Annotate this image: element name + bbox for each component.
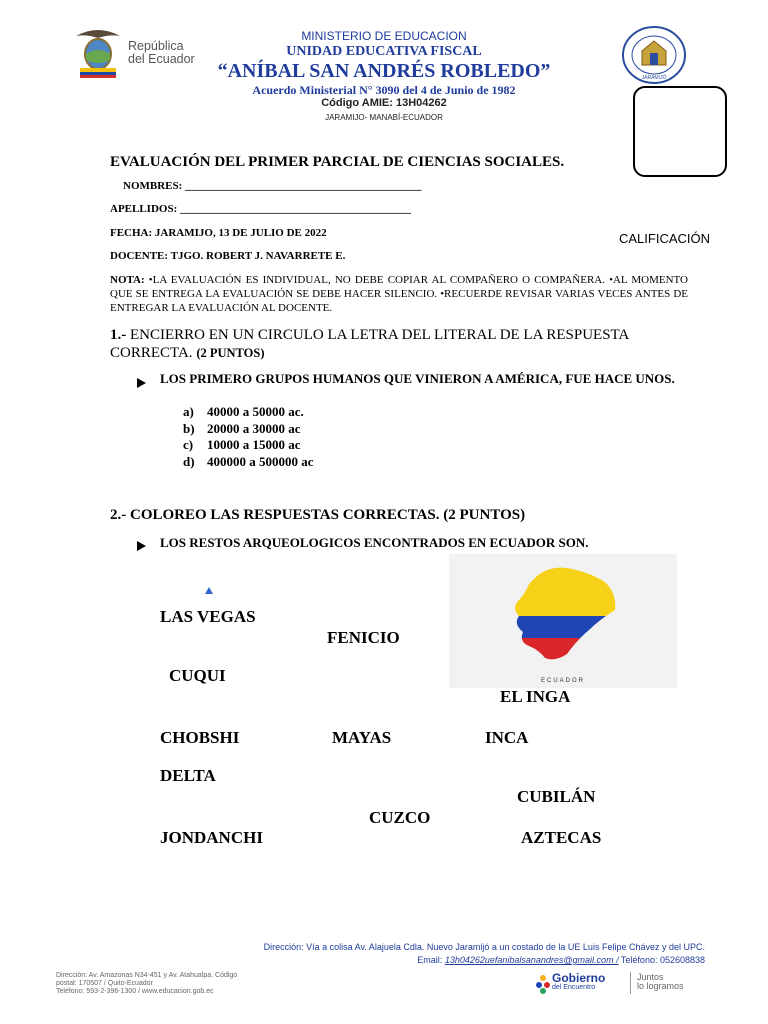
question-2-title: 2.- COLOREO LAS RESPUESTAS CORRECTAS. (2 PUNTOS) (110, 507, 526, 523)
ministry-address (56, 972, 237, 997)
ministry-address-line-3: Teléfono: 593-2-396-1300 / www.educacion.gob.ec (56, 988, 214, 996)
option-cuzco[interactable]: CUZCO (369, 808, 431, 827)
option-cubilan[interactable]: CUBILÁN (517, 787, 596, 806)
encuentro-text: del Encuentro (552, 984, 596, 991)
small-triangle-icon (205, 587, 213, 594)
agreement-line: Acuerdo Ministerial N° 3090 del 4 de Junio de 1982 (252, 83, 516, 97)
q1-option-a[interactable]: a) 40000 a 50000 ac. (183, 404, 304, 419)
q1-option-d[interactable]: d) 400000 a 500000 ac (183, 453, 314, 469)
ministry-title: MINISTERIO DE EDUCACION (301, 29, 467, 43)
ministry-address-line-2: postal: 170507 / Quito-Ecuador (56, 980, 153, 988)
q1-points: (2 PUNTOS) (196, 346, 265, 360)
q2-prompt: LOS RESTOS ARQUEOLOGICOS ENCONTRADOS EN ECUADOR SON. (160, 535, 589, 550)
email-label: Email: (417, 955, 443, 965)
exam-title: EVALUACIÓN DEL PRIMER PARCIAL DE CIENCIAS SOCIALES. (110, 154, 565, 170)
footer-contact (240, 955, 705, 965)
phone-number: Teléfono: 052608838 (620, 955, 705, 965)
question-1 (110, 326, 680, 362)
q1-option-b[interactable]: b) 20000 a 30000 ac (183, 420, 301, 436)
slogan-line-2: lo logramos (637, 981, 684, 991)
exam-note (110, 273, 688, 315)
exam-date: FECHA: JARAMIJO, 13 DE JULIO DE 2022 (110, 227, 327, 239)
bullet-arrow-icon (137, 375, 146, 393)
q1-prompt: LOS PRIMERO GRUPOS HUMANOS QUE VINIERON A AMÉRICA, FUE HACE UNOS. (160, 371, 675, 386)
grade-label: CALIFICACIÓN (619, 231, 711, 246)
grade-box[interactable] (633, 86, 727, 177)
slogan (637, 973, 684, 991)
school-seal (620, 25, 688, 85)
school-name: “ANÍBAL SAN ANDRÉS ROBLEDO” (217, 60, 551, 82)
logo-divider (630, 972, 631, 994)
option-fenicio[interactable]: FENICIO (327, 628, 400, 647)
teacher-name: DOCENTE: TJGO. ROBERT J. NAVARRETE E. (110, 250, 346, 262)
q1-option-c[interactable]: c) 10000 a 15000 ac (183, 437, 301, 452)
option-el-inga[interactable]: EL INGA (500, 687, 571, 706)
seal-label: JARAMIJÓ (641, 75, 667, 81)
option-jondanchi[interactable]: JONDANCHI (160, 828, 263, 847)
logo-line-1: República (128, 39, 184, 53)
map-label: ECUADOR (540, 678, 586, 684)
email-link[interactable]: 13h04262uefanibalsanandres@gmail.com / (444, 955, 619, 965)
school-seal-icon (620, 25, 688, 85)
note-label: NOTA: (110, 274, 145, 286)
q1-options (183, 404, 314, 470)
q1-number: 1.- (110, 327, 127, 343)
surnames-field[interactable]: APELLIDOS: __________________________________________ (110, 203, 411, 215)
ecuador-map-image (449, 554, 677, 688)
ecuador-map-icon (449, 554, 677, 688)
option-las-vegas[interactable]: LAS VEGAS (160, 607, 256, 626)
q1-text: ENCIERRO EN UN CIRCULO LA LETRA DEL LITERAL DE LA RESPUESTA CORRECTA. (110, 327, 629, 361)
gobierno-logo (536, 972, 706, 996)
ministry-address-line-1: Dirección: Av. Amazonas N34-451 y Av. Atahualpa. Código (56, 972, 238, 979)
location-line: JARAMIJO- MANABÍ-ECUADOR (325, 113, 443, 122)
option-aztecas[interactable]: AZTECAS (521, 828, 602, 847)
bullet-arrow-icon (137, 538, 146, 556)
option-chobshi[interactable]: CHOBSHI (160, 728, 240, 747)
slogan-line-1: Juntos (637, 972, 664, 982)
amie-code: Código AMIE: 13H04262 (321, 97, 447, 109)
gobierno-star-icon (536, 974, 550, 994)
unit-title: UNIDAD EDUCATIVA FISCAL (286, 44, 482, 59)
names-field[interactable]: NOMBRES: ___________________________________________ (123, 180, 422, 192)
footer-address: Dirección: Vía a colisa Av. Alajuela Cdla. Nuevo Jaramijó a un costado de la UE Luis Felipe Chávez y del UPC. (263, 942, 705, 952)
option-mayas[interactable]: MAYAS (332, 728, 392, 747)
note-text: •LA EVALUACIÓN ES INDIVIDUAL, NO DEBE COPIAR AL COMPAÑERO O COMPAÑERA. •AL MOMENTO QUE SE ENTREGA LA EVALUACIÓN SE DEBE HACER SILENCIO. •RECUERDE REVISAR VARIAS VECES ANTES DE ENTREGAR LA EVALUACIÓN AL DOCENTE. (110, 274, 688, 314)
option-delta[interactable]: DELTA (160, 766, 216, 785)
option-cuqui[interactable]: CUQUI (169, 666, 226, 685)
option-inca[interactable]: INCA (485, 728, 529, 747)
gobierno-text: Gobierno (552, 971, 606, 985)
logo-line-2: del Ecuador (128, 52, 195, 66)
